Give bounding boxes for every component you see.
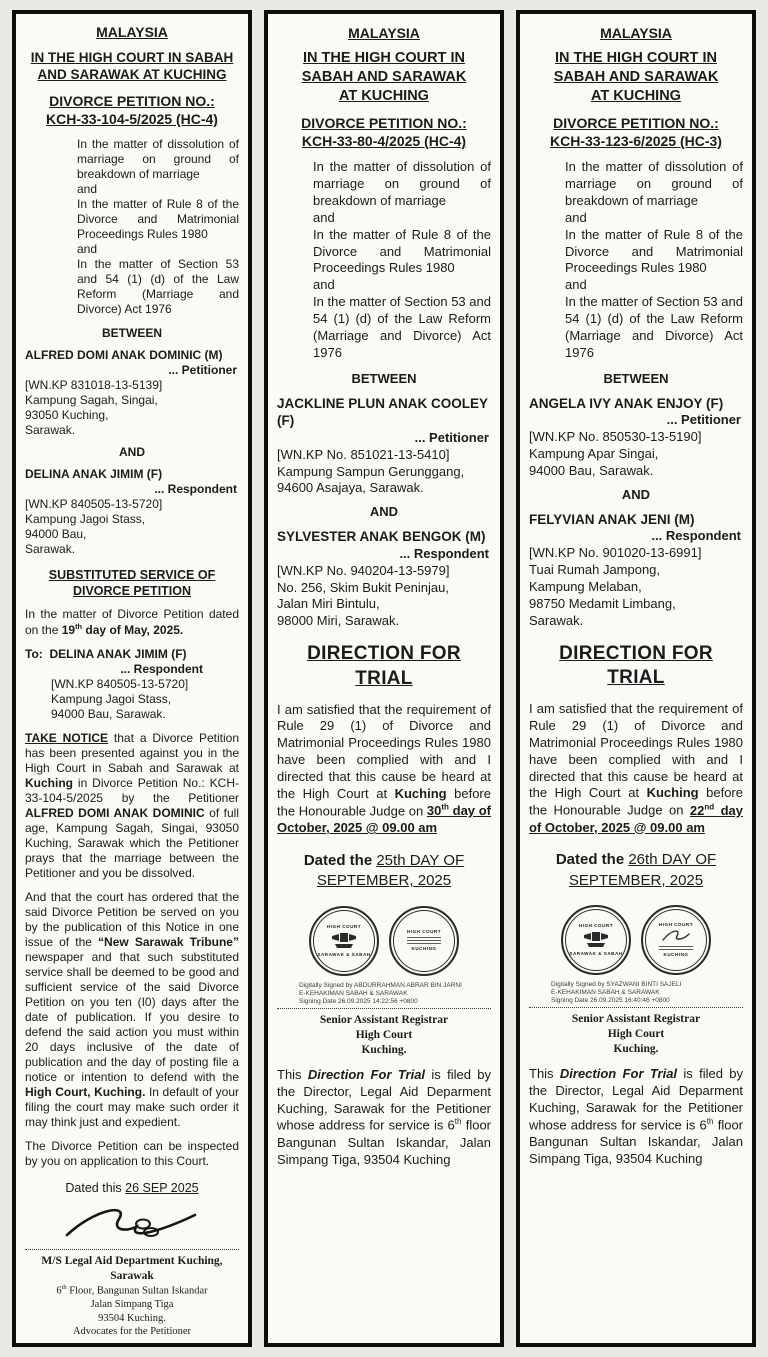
respondent-role: ... Respondent bbox=[399, 545, 489, 561]
country-title: MALAYSIA bbox=[348, 25, 420, 41]
registrar-court: High Court bbox=[355, 1028, 413, 1041]
petitioner-address-line: Kampung Sampun Gerunggang, bbox=[277, 463, 465, 479]
dated-date: 26th DAY OF SEPTEMBER, 2025 bbox=[568, 851, 717, 889]
dated-date: 25th DAY OF SEPTEMBER, 2025 bbox=[316, 852, 465, 890]
respondent-role: ... Respondent bbox=[154, 481, 237, 496]
petitioner-block bbox=[529, 395, 743, 480]
respondent-kp: [WN.KP 840505-13-5720] bbox=[25, 496, 163, 511]
direction-text: before the Honourable Judge on bbox=[529, 785, 743, 818]
registrar-court: High Court bbox=[607, 1028, 665, 1041]
matter-line: and bbox=[313, 277, 335, 293]
hearing-date: 30th day of October, 2025 @ 09.00 am bbox=[277, 802, 491, 836]
respondent-kp: [WN.KP No. 901020-13-6991] bbox=[529, 545, 702, 561]
addressee-role: ... Respondent bbox=[120, 662, 203, 677]
dated-block bbox=[283, 851, 485, 892]
law-firm-address-line: Jalan Simpang Tiga bbox=[90, 1299, 174, 1311]
court-title: IN THE HIGH COURT IN SABAH AND SARAWAK AT KUCHING bbox=[301, 50, 467, 104]
matter-line: In the matter of dissolution of marriage on ground of breakdown of marriage bbox=[565, 159, 743, 208]
matter-line: In the matter of Rule 8 of the Divorce and Matrimonial Proceedings Rules 1980 bbox=[565, 226, 743, 276]
direction-text: I am satisfied that the requirement of Rule 29 (1) of Divorce and Matrimonial Proceedings Rules 1980 have been complied with and I directed that this cause be heard at the High Court at bbox=[529, 700, 743, 801]
matter-line: In the matter of Section 53 and 54 (1) (d) of the Law Reform (Marriage and Divorce) Act 1976 bbox=[77, 256, 239, 316]
registrar-block bbox=[277, 1013, 491, 1058]
dated-line-prefix: Dated this bbox=[65, 1181, 126, 1196]
filed-text: This bbox=[529, 1066, 560, 1082]
petitioner-address-line: 94000 Bau, Sarawak. bbox=[529, 462, 654, 478]
petition-number-label: DIVORCE PETITION NO.: bbox=[301, 114, 467, 131]
petition-number-value: KCH-33-104-5/2025 (HC-4) bbox=[46, 110, 218, 127]
petition-number-heading bbox=[277, 114, 491, 150]
signature-dotted-line bbox=[25, 1249, 239, 1250]
matter-block bbox=[565, 159, 743, 362]
law-firm-address-line: 93504 Kuching. bbox=[98, 1312, 166, 1324]
respondent-name: FELYVIAN ANAK JENI (M) bbox=[529, 511, 695, 527]
matter-line: In the matter of Section 53 and 54 (1) (d) of the Law Reform (Marriage and Divorce) Act 1976 bbox=[565, 294, 743, 360]
order-text: newspaper and that such substituted service shall be deemed to be good and sufficient service of the said Divorce Petition on you ten (I0) days after the date of publication. If you desire to defend the said action you must within 20 days inclusive of the date of publication and the day of posting file a notice or intention to defend with the bbox=[25, 950, 239, 1085]
petition-dated-ordinal: th bbox=[75, 622, 83, 632]
filed-by-paragraph: This Direction For Trial is filed by the Director, Legal Aid Deparment Kuching, Sarawak for the Petitioner whose address for service is 6th floor Bangunan Sultan Iskandar, Jalan Simpang Tiga, 93504 Kuching bbox=[529, 1066, 744, 1166]
and-label: AND bbox=[369, 504, 399, 520]
matter-block bbox=[313, 159, 491, 362]
respondent-address-line: Sarawak. bbox=[529, 612, 584, 628]
court-seals bbox=[277, 906, 491, 976]
filed-direction-for-trial: Direction For Trial bbox=[307, 1066, 426, 1082]
petitioner-role: ... Petitioner bbox=[666, 412, 741, 428]
direction-kuching: Kuching bbox=[646, 785, 699, 801]
petitioner-name: JACKLINE PLUN ANAK COOLEY (F) bbox=[277, 395, 488, 429]
law-firm-role-line: Advocates for the Petitioner bbox=[72, 1326, 192, 1338]
addressee-name: DELINA ANAK JIMIM (F) bbox=[49, 647, 187, 662]
filed-text: floor Bangunan Sultan Iskandar, Jalan Simpang Tiga, 93504 Kuching bbox=[529, 1117, 744, 1166]
matter-line: In the matter of Rule 8 of the Divorce and Matrimonial Proceedings Rules 1980 bbox=[313, 226, 491, 276]
notice-divorce-petition-80 bbox=[264, 10, 504, 1347]
petitioner-role: ... Petitioner bbox=[414, 429, 489, 445]
petition-number-value: KCH-33-80-4/2025 (HC-4) bbox=[301, 132, 467, 149]
direction-text: I am satisfied that the requirement of Rule 29 (1) of Divorce and Matrimonial Proceedings Rules 1980 have been complied with and I directed that this cause be heard at the High Court at bbox=[277, 701, 491, 802]
hearing-date: 22nd day of October, 2025 @ 09.00 am bbox=[529, 802, 743, 835]
respondent-address-line: 94000 Bau, bbox=[25, 526, 87, 541]
petitioner-kp: [WN.KP No. 850530-13-5190] bbox=[529, 429, 702, 445]
law-firm-name: M/S Legal Aid Department Kuching, Sarawak bbox=[41, 1255, 223, 1283]
and-label: AND bbox=[119, 444, 145, 459]
respondent-address-line: Tuai Rumah Jampong, bbox=[529, 562, 661, 577]
petition-number-heading bbox=[529, 114, 743, 150]
matter-line: In the matter of Rule 8 of the Divorce and Matrimonial Proceedings Rules 1980 bbox=[77, 196, 239, 241]
court-seals bbox=[529, 905, 743, 975]
addressee-address-line: 94000 Bau, Sarawak. bbox=[51, 707, 166, 722]
petition-number-label: DIVORCE PETITION NO.: bbox=[553, 114, 719, 131]
petitioner-name: ANGELA IVY ANAK ENJOY (F) bbox=[529, 395, 724, 411]
petitioner-address-line: Kampung Apar Singai, bbox=[529, 446, 659, 461]
take-notice-lead: TAKE NOTICE bbox=[25, 731, 109, 746]
take-notice-paragraph bbox=[25, 731, 239, 881]
substituted-service-heading: SUBSTITUTED SERVICE OF DIVORCE PETITION bbox=[48, 567, 216, 599]
digital-signature-text: Digitally Signed by SYAZWANI BINTI SAJELI E-KEHAKIMAN SABAH & SARAWAK Signing Date 26.09.2025 16:40:46 +0800 bbox=[551, 980, 682, 1005]
law-firm-block bbox=[25, 1254, 239, 1339]
respondent-address-line: 98000 Miri, Sarawak. bbox=[277, 613, 400, 629]
direction-for-trial-heading: DIRECTION FOR TRIAL bbox=[559, 642, 713, 689]
matter-line: and bbox=[313, 209, 335, 225]
notice-divorce-petition-104 bbox=[12, 10, 252, 1347]
between-label: BETWEEN bbox=[351, 370, 417, 386]
petitioner-kp: [WN.KP 831018-13-5139] bbox=[25, 377, 163, 392]
high-court-sarawak-sabah-seal-icon: HIGH COURT SARAWAK & SABAH bbox=[561, 905, 631, 975]
filed-text: is filed by the Director, Legal Aid Deparment Kuching, Sarawak for the Petitioner whose address for service is 6 bbox=[277, 1066, 491, 1133]
dated-line-date: 26 SEP 2025 bbox=[125, 1181, 199, 1196]
signature-dotted-line bbox=[277, 1008, 491, 1009]
direction-paragraph bbox=[529, 701, 743, 836]
matter-block bbox=[77, 137, 239, 317]
dated-prefix: Dated the bbox=[303, 852, 377, 870]
petition-number-heading bbox=[25, 92, 239, 128]
advocate-signature bbox=[25, 1203, 239, 1247]
registrar-title: Senior Assistant Registrar bbox=[571, 1013, 701, 1026]
seal-signature-icon bbox=[659, 928, 693, 944]
high-court-kuching-seal-icon: HIGH COURT KUCHING bbox=[389, 906, 459, 976]
addressee-kp: [WN.KP 840505-13-5720] bbox=[51, 677, 189, 692]
respondent-address-line: No. 256, Skim Bukit Peninjau, bbox=[277, 579, 449, 595]
seal-inner-text-icon bbox=[659, 944, 693, 951]
petition-dated-rest: day of May, 2025. bbox=[82, 623, 184, 638]
country-title: MALAYSIA bbox=[96, 24, 168, 40]
petitioner-block bbox=[277, 395, 491, 498]
matter-line: and bbox=[77, 181, 98, 196]
respondent-address-line: 98750 Medamit Limbang, bbox=[529, 595, 676, 611]
petitioner-address-line: Sarawak. bbox=[25, 422, 76, 437]
petition-number-value: KCH-33-123-6/2025 (HC-3) bbox=[550, 132, 722, 149]
matter-line: In the matter of dissolution of marriage on ground of breakdown of marriage bbox=[77, 136, 239, 181]
petitioner-role: ... Petitioner bbox=[168, 362, 237, 377]
matter-line: In the matter of Section 53 and 54 (1) (d) of the Law Reform (Marriage and Divorce) Act 1976 bbox=[313, 294, 491, 360]
direction-text: before the Honourable Judge on bbox=[277, 786, 491, 819]
dated-prefix: Dated the bbox=[555, 851, 629, 869]
registrar-location: Kuching. bbox=[613, 1043, 659, 1056]
digital-signature-text: Digitally Signed by ABDURRAHMAN ABRAR BIN JARNI E-KEHAKIMAN SABAH & SARAWAK Signing Date 26.09.2025 14:22:56 +0800 bbox=[299, 981, 462, 1005]
petitioner-kp: [WN.KP No. 851021-13-5410] bbox=[277, 446, 450, 462]
coat-of-arms-icon bbox=[581, 929, 611, 951]
to-label: To: bbox=[25, 647, 43, 662]
respondent-kp: [WN.KP No. 940204-13-5979] bbox=[277, 562, 450, 578]
matter-line: and bbox=[565, 209, 587, 225]
filed-direction-for-trial: Direction For Trial bbox=[559, 1066, 678, 1082]
direction-kuching: Kuching bbox=[394, 786, 447, 802]
matter-line: and bbox=[77, 241, 98, 256]
filed-text: This bbox=[277, 1066, 308, 1082]
take-notice-text: of full age, Kampung Sagah, Singai, 93050 Kuching, Sarawak which the Petitioner prays that the marriage between the Petitioner and you be dissolved. bbox=[25, 806, 239, 881]
respondent-address-line: Kampung Jagoi Stass, bbox=[25, 511, 146, 526]
inspection-paragraph: The Divorce Petition can be inspected by you on application to this Court. bbox=[25, 1139, 239, 1169]
take-notice-text: that a Divorce Petition has been presented against you in the High Court in Sabah and Sarawak at bbox=[25, 731, 239, 776]
petitioner-name: ALFRED DOMI ANAK DOMINIC (M) bbox=[25, 347, 223, 362]
signature-icon bbox=[57, 1203, 207, 1243]
respondent-address-line: Jalan Miri Bintulu, bbox=[277, 596, 380, 612]
respondent-role: ... Respondent bbox=[651, 528, 741, 544]
petitioner-address-line: 93050 Kuching, bbox=[25, 407, 109, 422]
order-text: In default of your filing the court may make such order it may think just and expedient. bbox=[25, 1085, 240, 1130]
high-court-kuching-seal-icon: HIGH COURT KUCHING bbox=[641, 905, 711, 975]
between-label: BETWEEN bbox=[603, 370, 669, 386]
seal-inner-text-icon bbox=[407, 935, 441, 945]
petition-number-label: DIVORCE PETITION NO.: bbox=[49, 92, 215, 109]
court-title: IN THE HIGH COURT IN SABAH AND SARAWAK AT KUCHING bbox=[553, 50, 719, 104]
law-firm-address-line: 6th Floor, Bangunan Sultan Iskandar bbox=[56, 1283, 208, 1297]
direction-paragraph bbox=[277, 702, 491, 837]
addressee-block bbox=[25, 647, 239, 722]
filed-text: is filed by the Director, Legal Aid Deparment Kuching, Sarawak for the Petitioner whose address for service is 6 bbox=[529, 1066, 743, 1133]
registrar-location: Kuching. bbox=[361, 1043, 407, 1056]
take-notice-petitioner-name: ALFRED DOMI ANAK DOMINIC bbox=[25, 806, 205, 821]
service-order-paragraph bbox=[25, 890, 239, 1130]
registrar-title: Senior Assistant Registrar bbox=[319, 1013, 449, 1026]
dated-block bbox=[535, 850, 737, 891]
order-text: And that the court has ordered that the said Divorce Petition be served on you by the publication of this Notice in one issue of the bbox=[25, 890, 239, 950]
newspaper-name: “New Sarawak Tribune” bbox=[98, 935, 239, 950]
respondent-name: DELINA ANAK JIMIM (F) bbox=[25, 466, 163, 481]
high-court-kuching-bold: High Court, Kuching. bbox=[25, 1085, 146, 1100]
petitioner-block bbox=[25, 348, 239, 438]
take-notice-text: in Divorce Petition No.: KCH-33-104-5/2025 by the Petitioner bbox=[25, 776, 239, 806]
filed-text: floor Bangunan Sultan Iskandar, Jalan Simpang Tiga, 93504 Kuching bbox=[277, 1117, 492, 1167]
petition-dated-day: 19 bbox=[61, 623, 76, 638]
take-notice-kuching: Kuching bbox=[25, 776, 73, 791]
registrar-block bbox=[529, 1012, 743, 1057]
respondent-block bbox=[277, 528, 491, 630]
respondent-block bbox=[529, 511, 743, 630]
petitioner-address-line: Kampung Sagah, Singai, bbox=[25, 392, 158, 407]
country-title: MALAYSIA bbox=[600, 25, 672, 41]
petition-dated-paragraph bbox=[25, 607, 239, 638]
signature-dotted-line bbox=[529, 1007, 743, 1008]
respondent-block bbox=[25, 467, 239, 557]
court-title: IN THE HIGH COURT IN SABAH AND SARAWAK AT KUCHING bbox=[30, 49, 234, 83]
high-court-sarawak-sabah-seal-icon: HIGH COURT SARAWAK & SABAH bbox=[309, 906, 379, 976]
petitioner-address-line: 94600 Asajaya, Sarawak. bbox=[277, 480, 424, 496]
direction-for-trial-heading: DIRECTION FOR TRIAL bbox=[307, 643, 461, 689]
between-label: BETWEEN bbox=[102, 325, 162, 340]
dated-line bbox=[25, 1181, 239, 1197]
filed-by-paragraph: This Direction For Trial is filed by the Director, Legal Aid Deparment Kuching, Sarawak for the Petitioner whose address for service is 6th floor Bangunan Sultan Iskandar, Jalan Simpang Tiga, 93504 Kuching bbox=[277, 1066, 492, 1167]
addressee-address-line: Kampung Jagoi Stass, bbox=[51, 692, 172, 707]
respondent-name: SYLVESTER ANAK BENGOK (M) bbox=[277, 529, 486, 545]
notice-divorce-petition-123 bbox=[516, 10, 756, 1347]
coat-of-arms-icon bbox=[329, 930, 359, 952]
and-label: AND bbox=[621, 486, 651, 502]
matter-line: In the matter of dissolution of marriage on ground of breakdown of marriage bbox=[313, 159, 491, 208]
petition-dated-text: In the matter of Divorce Petition dated on the bbox=[25, 607, 239, 638]
respondent-address-line: Sarawak. bbox=[25, 541, 76, 556]
respondent-address-line: Kampung Melaban, bbox=[529, 578, 642, 594]
matter-line: and bbox=[565, 277, 587, 293]
